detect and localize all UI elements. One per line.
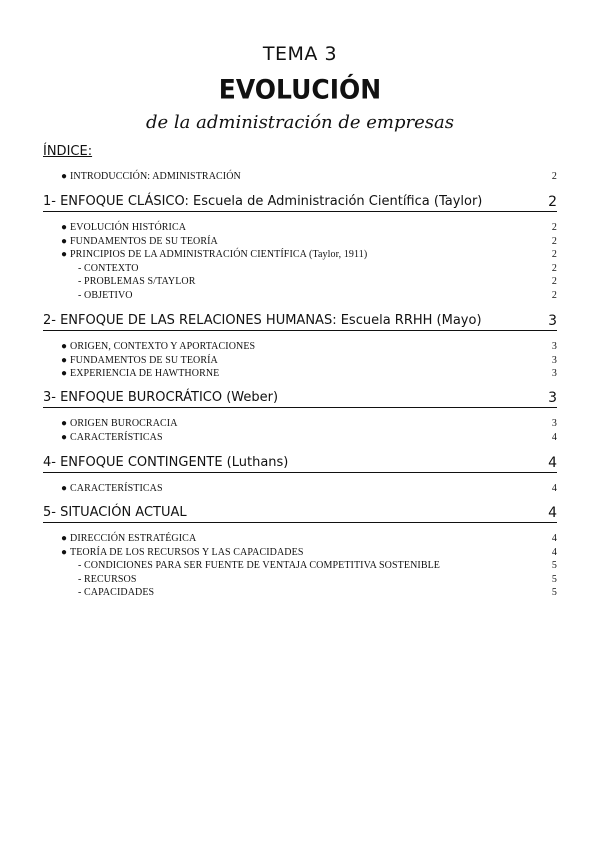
toc-item-label: PRINCIPIOS DE LA ADMINISTRACIÓN CIENTÍFICA (Taylor, 1911) [70, 249, 368, 260]
toc-item-label: - CONTEXTO [78, 262, 139, 274]
section-page: 2 [548, 194, 557, 210]
toc-item-label: CARACTERÍSTICAS [70, 431, 163, 443]
toc-item-page: 3 [551, 368, 557, 379]
toc-item-label: TEORÍA DE LOS RECURSOS Y LAS CAPACIDADES [70, 546, 304, 558]
toc-item-label: DIRECCIÓN ESTRATÉGICA [70, 533, 197, 544]
toc-item-page: 3 [551, 341, 557, 352]
toc-item-label: EVOLUCIÓN HISTÓRICA [70, 222, 187, 233]
toc-section-5 [43, 504, 557, 600]
toc-item-page: 4 [551, 533, 557, 544]
bullet-icon: ● [61, 431, 68, 443]
section-page: 3 [548, 390, 557, 406]
toc-subitem[interactable] [43, 573, 557, 587]
section-title: 3- ENFOQUE BUROCRÁTICO (Weber) [43, 390, 279, 405]
toc-subitem[interactable] [43, 559, 557, 573]
toc-item-label: - CONDICIONES PARA SER FUENTE DE VENTAJA COMPETITIVA SOSTENIBLE [78, 560, 441, 571]
section-page: 4 [548, 455, 557, 471]
toc-item-page: 3 [551, 418, 557, 429]
toc-item[interactable] [43, 170, 557, 184]
toc-item[interactable] [43, 431, 557, 445]
toc-item[interactable] [43, 235, 557, 249]
toc-section-2 [43, 312, 557, 381]
section-title: 4- ENFOQUE CONTINGENTE (Luthans) [43, 455, 289, 470]
bullet-icon: ● [61, 483, 68, 494]
section-heading[interactable] [43, 389, 557, 408]
toc-item[interactable] [43, 340, 557, 354]
bullet-icon: ● [61, 418, 68, 429]
bullet-icon: ● [61, 171, 68, 182]
toc-item[interactable] [43, 221, 557, 235]
toc-item-label: INTRODUCCIÓN: ADMINISTRACIÓN [70, 171, 241, 182]
bullet-icon: ● [61, 235, 68, 247]
toc-item-label: ORIGEN BUROCRACIA [70, 418, 178, 429]
section-title: 1- ENFOQUE CLÁSICO: Escuela de Administración Científica (Taylor) [43, 194, 483, 209]
document-subtitle: de la administración de empresas [146, 112, 454, 133]
section-page: 4 [548, 505, 557, 521]
toc-item[interactable] [43, 248, 557, 262]
toc-item-page: 2 [551, 276, 557, 287]
bullet-icon: ● [61, 354, 68, 366]
toc-item-label: CARACTERÍSTICAS [70, 483, 163, 494]
toc-section-1 [43, 193, 557, 302]
toc-item[interactable] [43, 532, 557, 546]
toc-item[interactable] [43, 546, 557, 560]
toc-item-label: FUNDAMENTOS DE SU TEORÍA [70, 235, 218, 247]
toc-item-page: 5 [551, 573, 557, 585]
tema-label: TEMA 3 [262, 43, 338, 65]
document-title: EVOLUCIÓN [218, 74, 382, 105]
bullet-icon: ● [61, 533, 68, 544]
toc-item-page: 2 [551, 222, 557, 233]
toc-item-page: 2 [551, 235, 557, 247]
toc-item-page: 2 [551, 171, 557, 182]
toc-section-4 [43, 454, 557, 496]
toc-item[interactable] [43, 354, 557, 368]
section-heading[interactable] [43, 193, 557, 212]
bullet-icon: ● [61, 222, 68, 233]
toc-item-label: EXPERIENCIA DE HAWTHORNE [70, 368, 220, 379]
toc-subitem[interactable] [43, 586, 557, 600]
section-title: 5- SITUACIÓN ACTUAL [43, 505, 187, 520]
section-heading[interactable] [43, 454, 557, 473]
index-heading: ÍNDICE: [43, 144, 93, 159]
bullet-icon: ● [61, 368, 68, 379]
toc-item-page: 5 [551, 587, 557, 598]
toc-item-page: 2 [551, 262, 557, 274]
toc-item-label: FUNDAMENTOS DE SU TEORÍA [70, 354, 218, 366]
toc-item-label: - PROBLEMAS S/TAYLOR [78, 276, 196, 287]
section-title: 2- ENFOQUE DE LAS RELACIONES HUMANAS: Escuela RRHH (Mayo) [43, 313, 482, 328]
toc-item-page: 2 [551, 249, 557, 260]
section-heading[interactable] [43, 312, 557, 331]
toc-item-page: 4 [551, 546, 557, 558]
toc-item-label: ORIGEN, CONTEXTO Y APORTACIONES [70, 341, 256, 352]
toc-item-label: - OBJETIVO [78, 289, 133, 301]
toc-subitem[interactable] [43, 262, 557, 276]
toc-item-page: 4 [551, 483, 557, 494]
toc-item-label: - CAPACIDADES [78, 587, 155, 598]
toc-intro [43, 170, 557, 184]
section-page: 3 [548, 313, 557, 329]
toc-item[interactable] [43, 417, 557, 431]
bullet-icon: ● [61, 546, 68, 558]
toc-item[interactable] [43, 482, 557, 496]
toc-item-page: 2 [551, 289, 557, 301]
toc-subitem[interactable] [43, 289, 557, 303]
toc-subitem[interactable] [43, 275, 557, 289]
toc-item-page: 4 [551, 431, 557, 443]
toc-item-page: 3 [551, 354, 557, 366]
toc-section-3 [43, 389, 557, 444]
toc-item-page: 5 [551, 560, 557, 571]
toc-item[interactable] [43, 367, 557, 381]
section-heading[interactable] [43, 504, 557, 523]
bullet-icon: ● [61, 249, 68, 260]
toc-item-label: - RECURSOS [78, 573, 137, 585]
bullet-icon: ● [61, 341, 68, 352]
